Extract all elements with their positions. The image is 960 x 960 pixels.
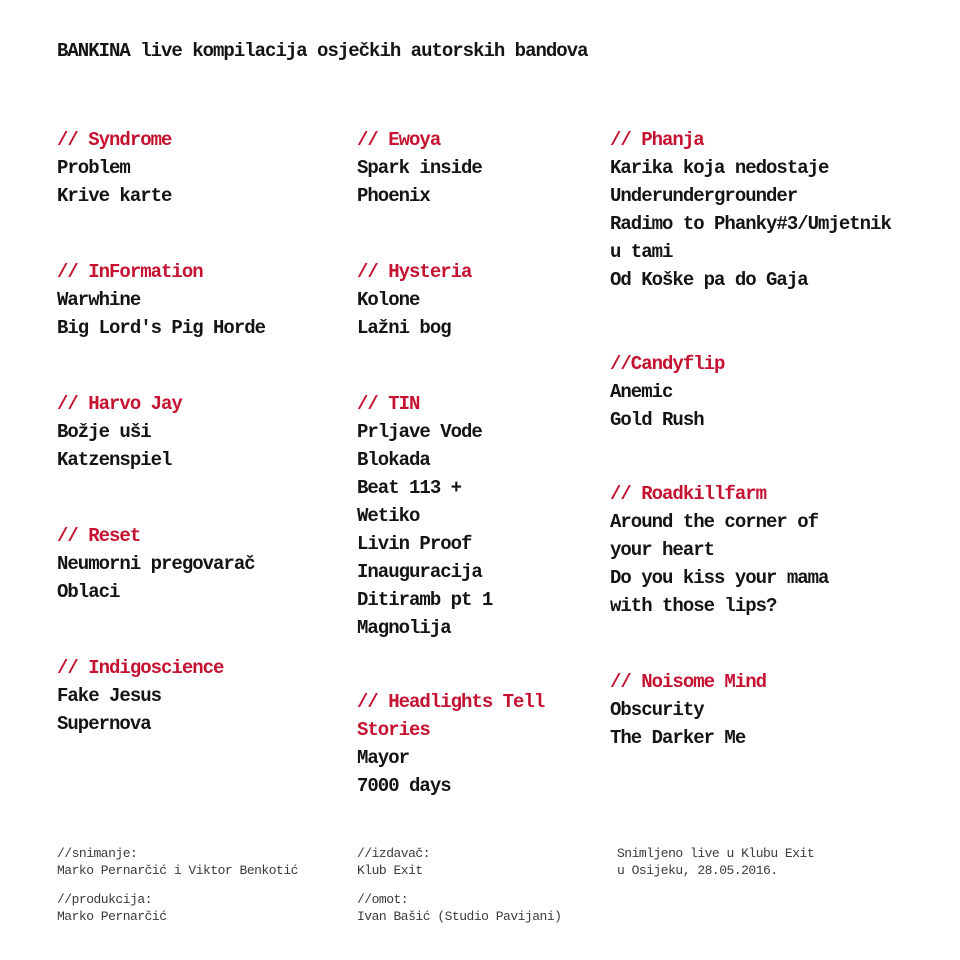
track-title: Radimo to Phanky#3/Umjetnik bbox=[610, 213, 891, 235]
credit-label: //snimanje: bbox=[57, 846, 138, 861]
band-name: // Syndrome bbox=[57, 129, 172, 151]
credit-block-snimanje bbox=[57, 845, 298, 879]
track-title: Magnolija bbox=[357, 617, 451, 639]
band-name: // TIN bbox=[357, 393, 420, 415]
credit-block-izdavac bbox=[357, 845, 430, 879]
track-title: Beat 113 + bbox=[357, 477, 462, 499]
band-name: // Roadkillfarm bbox=[610, 483, 767, 505]
track-title: Mayor bbox=[357, 747, 410, 769]
credit-value: Ivan Bašić (Studio Pavijani) bbox=[357, 909, 562, 924]
track-title: Lažni bog bbox=[357, 317, 451, 339]
track-title: Prljave Vode bbox=[357, 421, 482, 443]
track-title: Oblaci bbox=[57, 581, 120, 603]
track-title: with those lips? bbox=[610, 595, 777, 617]
credit-label: //izdavač: bbox=[357, 846, 431, 861]
band-name: // InFormation bbox=[57, 261, 203, 283]
page-title: BANKINA live kompilacija osječkih autorskih bandova bbox=[57, 40, 588, 62]
band-section-syndrome bbox=[57, 126, 171, 210]
track-title: Anemic bbox=[610, 381, 673, 403]
band-section-tin bbox=[357, 390, 492, 642]
track-title: Neumorni pregovarač bbox=[57, 553, 255, 575]
track-title: The Darker Me bbox=[610, 727, 746, 749]
credit-value: Marko Pernarčić i Viktor Benkotić bbox=[57, 863, 298, 878]
track-title: Od Koške pa do Gaja bbox=[610, 269, 808, 291]
track-title: Underundergrounder bbox=[610, 185, 798, 207]
track-title: Fake Jesus bbox=[57, 685, 162, 707]
track-title: Do you kiss your mama bbox=[610, 567, 829, 589]
band-name: // Reset bbox=[57, 525, 141, 547]
band-section-hysteria bbox=[357, 258, 471, 342]
band-name: // Indigoscience bbox=[57, 657, 224, 679]
band-name: // Headlights Tell bbox=[357, 691, 545, 713]
track-title: Livin Proof bbox=[357, 533, 472, 555]
band-section-ewoya bbox=[357, 126, 482, 210]
recording-note-line: u Osijeku, 28.05.2016. bbox=[617, 863, 778, 878]
track-title: Inauguracija bbox=[357, 561, 482, 583]
track-title: Obscurity bbox=[610, 699, 704, 721]
track-title: Karika koja nedostaje bbox=[610, 157, 829, 179]
band-section-reset bbox=[57, 522, 255, 606]
track-title: your heart bbox=[610, 539, 715, 561]
track-title: u tami bbox=[610, 241, 673, 263]
track-title: Phoenix bbox=[357, 185, 430, 207]
credit-block-omot bbox=[357, 891, 561, 925]
track-title: Ditiramb pt 1 bbox=[357, 589, 493, 611]
recording-note-line: Snimljeno live u Klubu Exit bbox=[617, 846, 815, 861]
track-title: Problem bbox=[57, 157, 130, 179]
band-section-indigoscience bbox=[57, 654, 223, 738]
credit-label: //produkcija: bbox=[57, 892, 152, 907]
band-name: // Harvo Jay bbox=[57, 393, 182, 415]
credit-label: //omot: bbox=[357, 892, 409, 907]
track-title: Supernova bbox=[57, 713, 151, 735]
track-title: Wetiko bbox=[357, 505, 420, 527]
track-title: Kolone bbox=[357, 289, 420, 311]
track-title: Krive karte bbox=[57, 185, 172, 207]
track-title: Blokada bbox=[357, 449, 430, 471]
band-name: Stories bbox=[357, 719, 430, 741]
band-section-candyflip bbox=[610, 350, 724, 434]
track-title: Katzenspiel bbox=[57, 449, 172, 471]
track-title: Around the corner of bbox=[610, 511, 819, 533]
band-section-roadkillfarm bbox=[610, 480, 828, 620]
band-section-headlights-tell-stories bbox=[357, 688, 544, 800]
track-title: Warwhine bbox=[57, 289, 141, 311]
credit-value: Marko Pernarčić bbox=[57, 909, 167, 924]
band-section-harvo-jay bbox=[57, 390, 182, 474]
credit-value: Klub Exit bbox=[357, 863, 423, 878]
track-title: Gold Rush bbox=[610, 409, 704, 431]
band-name: // Noisome Mind bbox=[610, 671, 767, 693]
band-name: // Phanja bbox=[610, 129, 704, 151]
track-title: Božje uši bbox=[57, 421, 151, 443]
band-name: // Ewoya bbox=[357, 129, 441, 151]
track-title: Spark inside bbox=[357, 157, 482, 179]
band-section-phanja bbox=[610, 126, 891, 294]
band-section-information bbox=[57, 258, 265, 342]
track-title: 7000 days bbox=[357, 775, 451, 797]
band-name: // Hysteria bbox=[357, 261, 472, 283]
credit-block-produkcija bbox=[57, 891, 167, 925]
band-section-noisome-mind bbox=[610, 668, 766, 752]
track-title: Big Lord's Pig Horde bbox=[57, 317, 266, 339]
band-name: //Candyflip bbox=[610, 353, 725, 375]
recording-note bbox=[617, 845, 814, 879]
